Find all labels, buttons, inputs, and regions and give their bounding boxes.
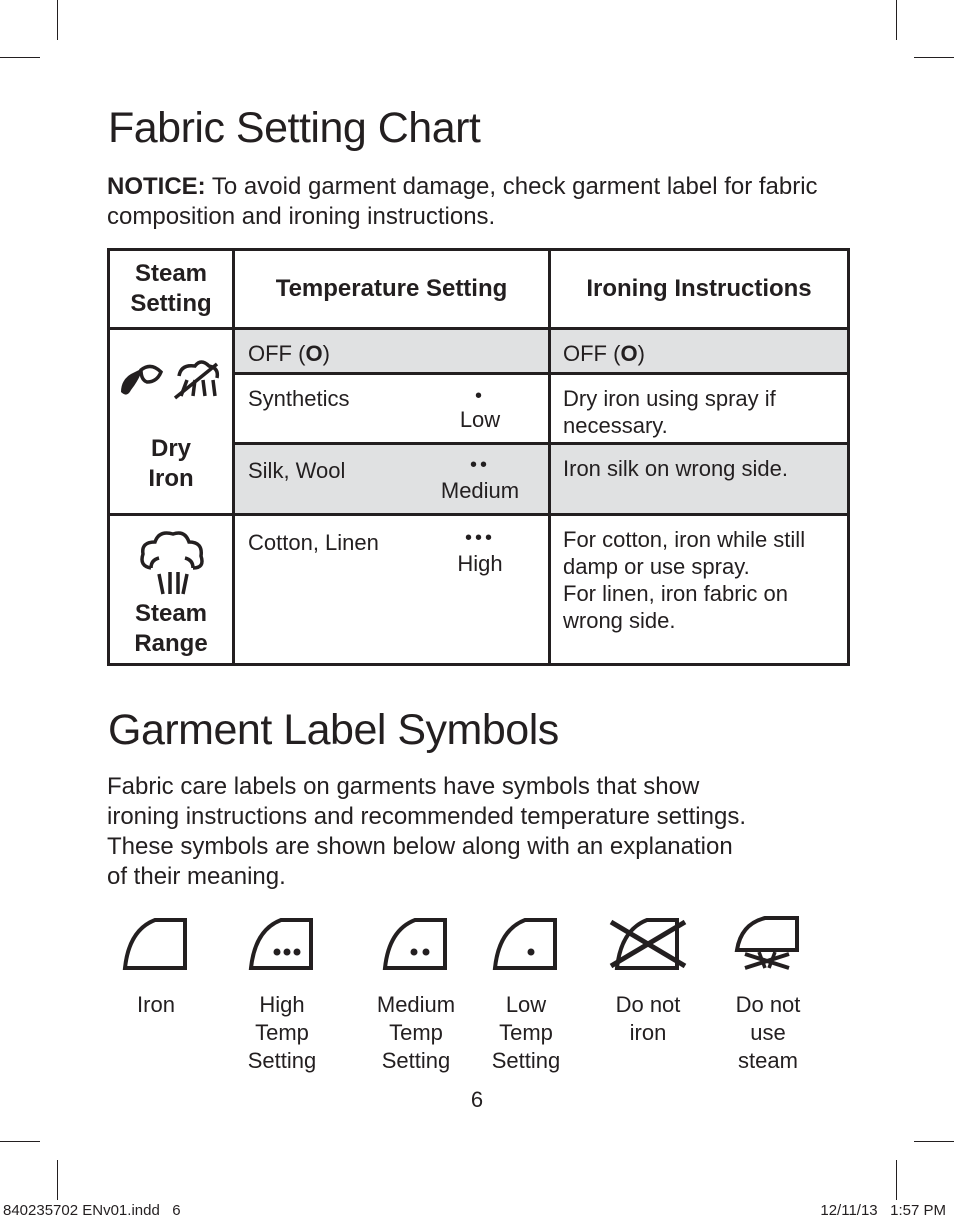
footer-file-name: 840235702 ENv01.indd 6 (3, 1202, 181, 1219)
crop-mark (57, 0, 58, 40)
symbol-do-not-steam (708, 912, 828, 1075)
section-title: Garment Label Symbols (108, 706, 559, 754)
iron-medium-temp-icon (381, 912, 451, 972)
symbol-high-temp (222, 912, 342, 1075)
temp-dots: •• (469, 454, 490, 476)
page-number: 6 (470, 1087, 484, 1112)
do-not-iron-icon (609, 912, 687, 972)
symbol-caption: Medium Temp Setting (376, 992, 456, 1073)
temperature-cell-synthetics: Synthetics • Low (234, 374, 550, 444)
footer-date-time: 12/11/13 1:57 PM (820, 1202, 946, 1219)
dry-iron-icon (115, 352, 225, 412)
symbol-low-temp (466, 912, 586, 1075)
symbol-caption: Do not iron (615, 992, 681, 1045)
symbols-paragraph: Fabric care labels on garments have symbols that show ironing instructions and recommended temperature settings. These symbols are shown below along with an explanation of their meaning. (107, 773, 746, 890)
notice-paragraph (107, 172, 827, 232)
dry-iron-label: Dry Iron (148, 435, 194, 492)
steam-range-cell (109, 515, 234, 665)
do-not-steam-icon (731, 912, 805, 972)
iron-high-temp-icon (247, 912, 317, 972)
temperature-cell-cotton-linen: Cotton, Linen ••• High (234, 515, 550, 665)
table-row (109, 515, 849, 665)
header-temperature-setting: Temperature Setting (234, 250, 550, 329)
notice-text: To avoid garment damage, check garment label for fabric composition and ironing instructions. (107, 173, 818, 230)
symbol-do-not-iron (588, 912, 708, 1047)
crop-mark (914, 1141, 954, 1142)
temp-dots: • (474, 385, 485, 407)
temperature-cell-off: OFF (O) (234, 329, 550, 374)
notice-label: NOTICE: (107, 173, 206, 200)
temp-dots: ••• (464, 527, 495, 549)
crop-mark (914, 57, 954, 58)
symbol-caption: High Temp Setting (247, 992, 317, 1073)
crop-mark (896, 0, 897, 40)
symbol-caption: Low Temp Setting (491, 992, 561, 1073)
header-ironing-instructions: Ironing Instructions (550, 250, 849, 329)
crop-mark (0, 57, 40, 58)
instruction-cell-cotton-linen: For cotton, iron while still damp or use spray. For linen, iron fabric on wrong side. (550, 515, 849, 665)
symbol-medium-temp (356, 912, 476, 1075)
steam-cloud-icon (137, 528, 207, 600)
iron-icon (121, 912, 191, 972)
temp-level: Medium (440, 478, 520, 503)
symbol-iron (96, 912, 216, 1019)
temperature-cell-silk-wool: Silk, Wool •• Medium (234, 444, 550, 515)
crop-mark (896, 1160, 897, 1200)
crop-mark (0, 1141, 40, 1142)
steam-range-label: Steam Range (134, 600, 208, 657)
symbol-caption: Iron (137, 992, 175, 1017)
temp-level: Low (459, 407, 501, 432)
iron-low-temp-icon (491, 912, 561, 972)
symbol-caption: Do not use steam (735, 992, 801, 1073)
temp-level: High (457, 551, 503, 576)
fabric-setting-table (107, 248, 850, 666)
table-header-row (109, 250, 849, 329)
dry-iron-cell (109, 329, 234, 515)
header-steam-setting: Steam Setting (109, 250, 234, 329)
instruction-cell-silk-wool: Iron silk on wrong side. (550, 444, 849, 515)
instruction-cell-synthetics: Dry iron using spray if necessary. (550, 374, 849, 444)
page-title: Fabric Setting Chart (108, 104, 481, 152)
crop-mark (57, 1160, 58, 1200)
instruction-cell-off: OFF (O) (550, 329, 849, 374)
table-row (109, 329, 849, 374)
